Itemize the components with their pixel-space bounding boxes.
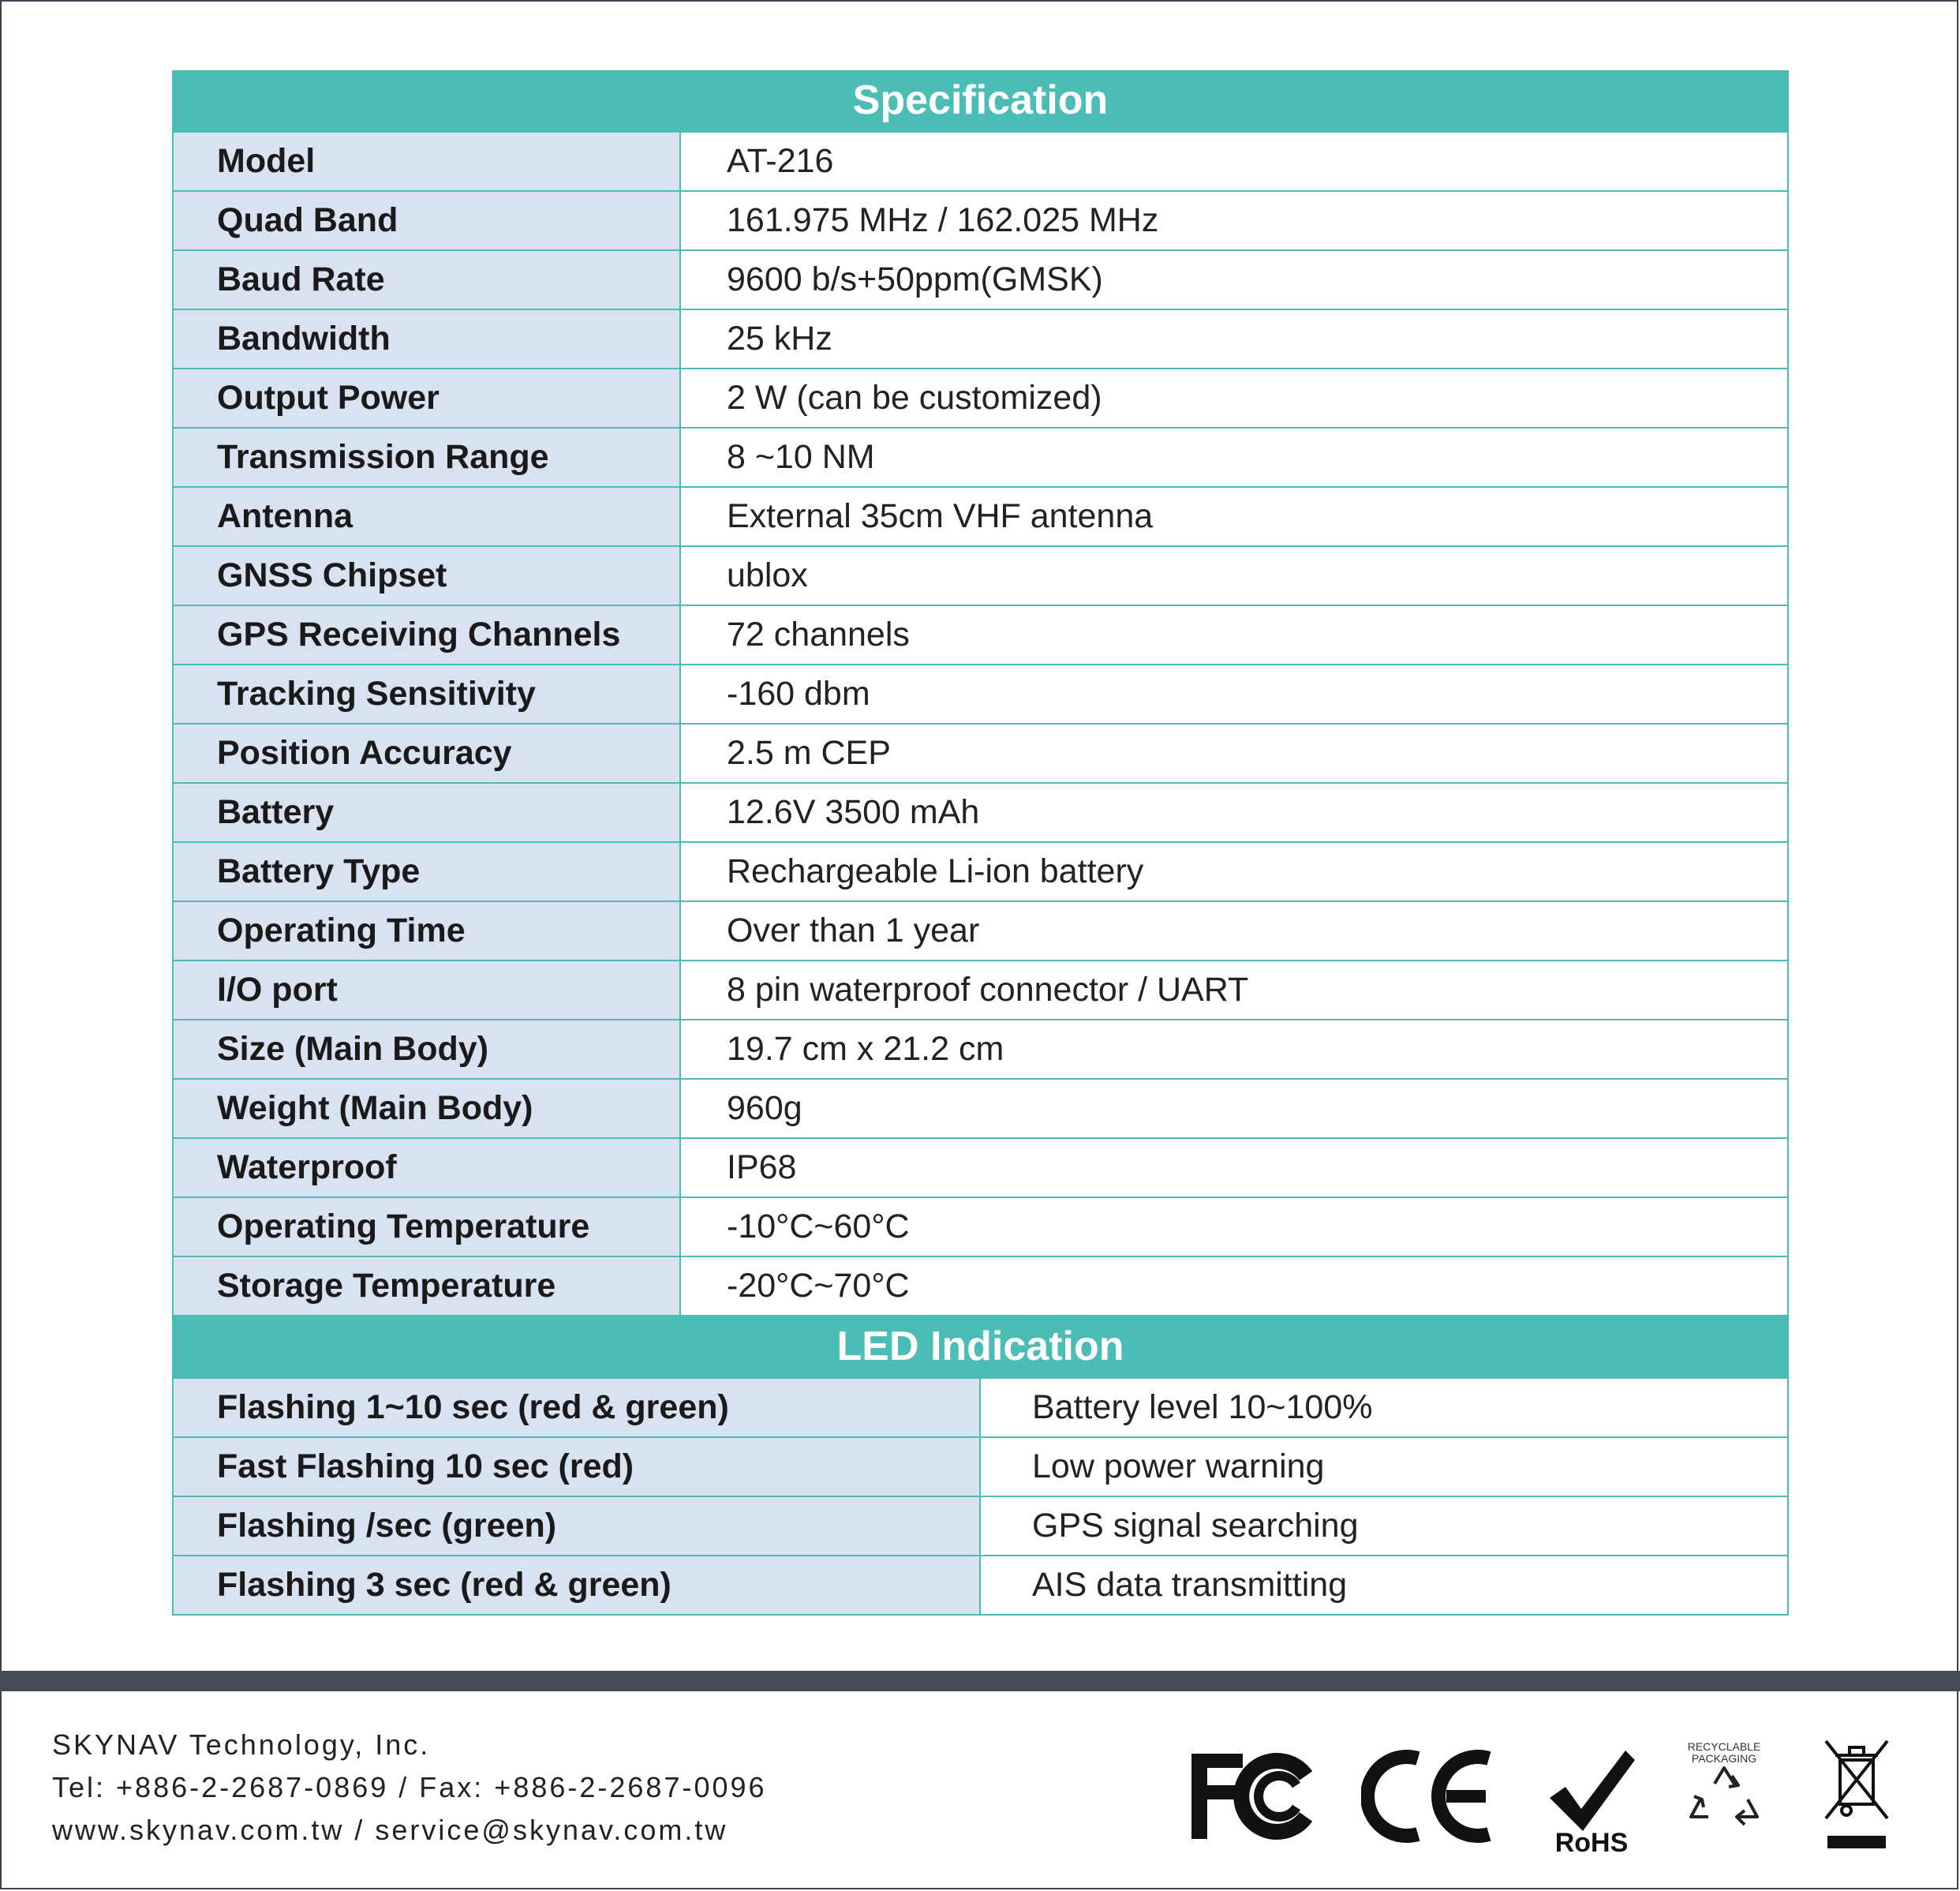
specification-label: I/O port [173,960,680,1020]
company-phone-fax: Tel: +886-2-2687-0869 / Fax: +886-2-2687-0096 [52,1771,767,1803]
recycle-icon [1677,1736,1771,1855]
specification-label: GPS Receiving Channels [173,605,680,665]
company-name: SKYNAV Technology, Inc. [52,1728,431,1761]
led-indication-value: GPS signal searching [980,1496,1788,1556]
specification-value: 960g [680,1079,1788,1138]
specification-row [173,309,1788,369]
led-indication-row [173,1496,1788,1556]
specification-label: Battery [173,783,680,842]
led-indication-label: Flashing 1~10 sec (red & green) [173,1378,980,1437]
specification-row [173,724,1788,783]
led-indication-label: Flashing 3 sec (red & green) [173,1556,980,1615]
specification-label: Output Power [173,369,680,428]
specification-row [173,1138,1788,1197]
specification-label: Antenna [173,487,680,546]
specification-row [173,132,1788,191]
specification-row [173,1197,1788,1256]
led-indication-label: Flashing /sec (green) [173,1496,980,1556]
specification-value: ublox [680,546,1788,605]
specification-row [173,1020,1788,1079]
specification-row [173,487,1788,546]
specification-value: 25 kHz [680,309,1788,369]
led-indication-value: Battery level 10~100% [980,1378,1788,1437]
specification-label: Waterproof [173,1138,680,1197]
specification-value: AT-216 [680,132,1788,191]
specification-value: 2.5 m CEP [680,724,1788,783]
specification-label: Weight (Main Body) [173,1079,680,1138]
specification-row [173,1256,1788,1316]
specification-title: Specification [172,70,1789,131]
specification-value: -20°C~70°C [680,1256,1788,1316]
spec-sheet [172,70,1789,1616]
specification-row [173,960,1788,1020]
specification-label: Transmission Range [173,428,680,487]
specification-row [173,546,1788,605]
specification-value: 161.975 MHz / 162.025 MHz [680,191,1788,250]
led-indication-value: AIS data transmitting [980,1556,1788,1615]
specification-value: Rechargeable Li-ion battery [680,842,1788,901]
recycle-label-line1: RECYCLABLE [1687,1740,1761,1753]
led-indication-label: Fast Flashing 10 sec (red) [173,1437,980,1496]
specification-value: External 35cm VHF antenna [680,487,1788,546]
rohs-label: RoHS [1554,1828,1629,1855]
specification-table [172,131,1789,1316]
specification-row [173,1079,1788,1138]
specification-row [173,250,1788,309]
specification-value: 8 pin waterproof connector / UART [680,960,1788,1020]
specification-value: 9600 b/s+50ppm(GMSK) [680,250,1788,309]
specification-value: 12.6V 3500 mAh [680,783,1788,842]
specification-label: Model [173,132,680,191]
specification-row [173,665,1788,724]
specification-label: Bandwidth [173,309,680,369]
specification-value: 2 W (can be customized) [680,369,1788,428]
specification-value: IP68 [680,1138,1788,1197]
specification-row [173,901,1788,960]
specification-row [173,605,1788,665]
weee-bin-icon [1823,1736,1890,1855]
rohs-check-icon [1547,1736,1637,1855]
company-info [52,1724,767,1852]
led-indication-row [173,1378,1788,1437]
specification-label: Operating Time [173,901,680,960]
specification-value: Over than 1 year [680,901,1788,960]
specification-row [173,783,1788,842]
ce-mark-icon [1361,1736,1495,1855]
specification-value: -160 dbm [680,665,1788,724]
footer-divider-bar [0,1671,1960,1691]
company-web-email: www.skynav.com.tw / service@skynav.com.tw [52,1814,728,1846]
specification-label: Battery Type [173,842,680,901]
specification-label: Size (Main Body) [173,1020,680,1079]
led-indication-row [173,1556,1788,1615]
specification-row [173,428,1788,487]
specification-value: 8 ~10 NM [680,428,1788,487]
specification-value: 19.7 cm x 21.2 cm [680,1020,1788,1079]
specification-row [173,842,1788,901]
led-indication-value: Low power warning [980,1437,1788,1496]
recycle-label-line2: PACKAGING [1691,1752,1757,1765]
specification-label: Storage Temperature [173,1256,680,1316]
specification-label: Operating Temperature [173,1197,680,1256]
specification-label: Quad Band [173,191,680,250]
led-indication-row [173,1437,1788,1496]
specification-label: Baud Rate [173,250,680,309]
specification-row [173,369,1788,428]
specification-label: GNSS Chipset [173,546,680,605]
led-indication-title: LED Indication [172,1316,1789,1377]
specification-row [173,191,1788,250]
specification-value: -10°C~60°C [680,1197,1788,1256]
specification-value: 72 channels [680,605,1788,665]
specification-label: Tracking Sensitivity [173,665,680,724]
fc-mark-icon [1188,1736,1314,1855]
led-indication-table [172,1377,1789,1616]
specification-label: Position Accuracy [173,724,680,783]
